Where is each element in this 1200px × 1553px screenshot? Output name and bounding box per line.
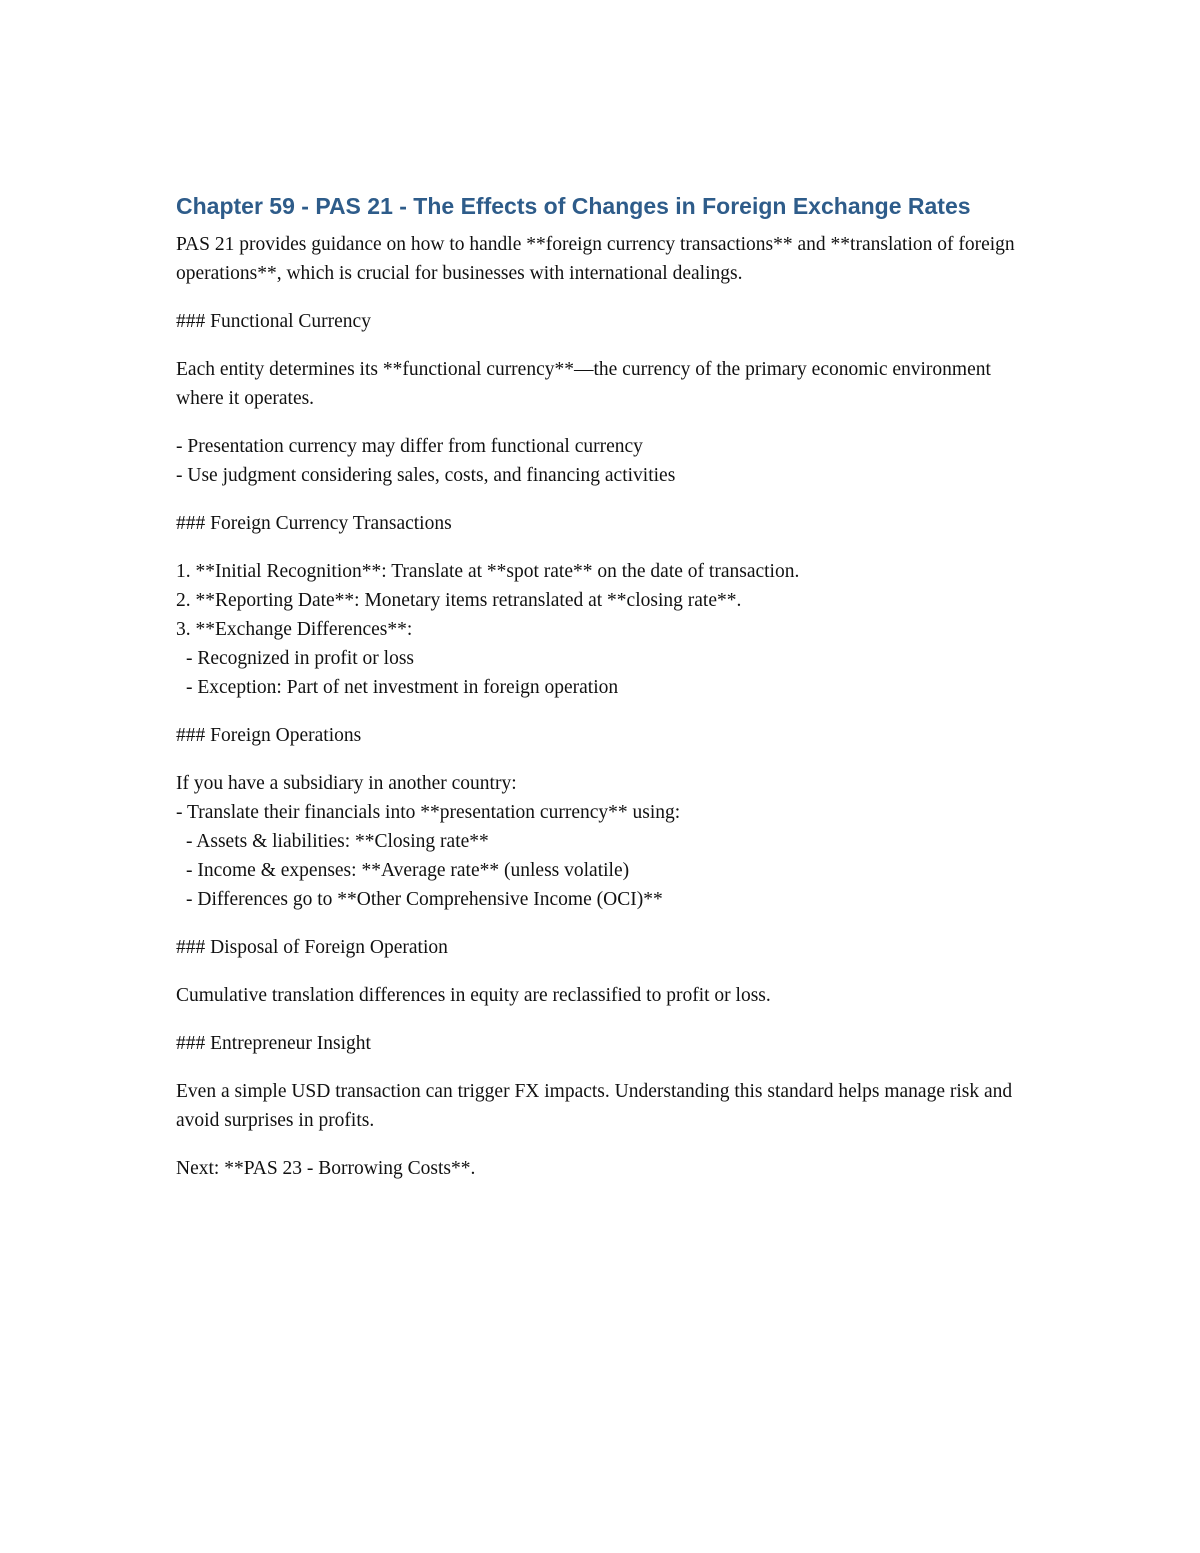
sub-list-item: - Income & expenses: **Average rate** (unless volatile)	[186, 860, 630, 881]
foreign-operations-lead: If you have a subsidiary in another country:	[176, 773, 517, 794]
foreign-operations-list	[176, 769, 1036, 914]
intro-paragraph: PAS 21 provides guidance on how to handle **foreign currency transactions** and **translation of foreign operations**, which is crucial for businesses with international dealings.	[176, 234, 1015, 284]
document-title: Chapter 59 - PAS 21 - The Effects of Changes in Foreign Exchange Rates	[176, 193, 971, 219]
sub-list-item: - Assets & liabilities: **Closing rate**	[186, 831, 489, 852]
insight-paragraph: Even a simple USD transaction can trigger FX impacts. Understanding this standard helps manage risk and avoid surprises in profits.	[176, 1081, 1013, 1131]
sub-list-item: - Recognized in profit or loss	[186, 648, 414, 669]
foreign-currency-transactions-list	[176, 557, 1036, 702]
heading-disposal: ### Disposal of Foreign Operation	[176, 937, 448, 958]
list-item: - Translate their financials into **presentation currency** using:	[176, 802, 681, 823]
heading-entrepreneur-insight: ### Entrepreneur Insight	[176, 1033, 371, 1054]
list-item: - Use judgment considering sales, costs, and financing activities	[176, 465, 676, 486]
heading-functional-currency: ### Functional Currency	[176, 311, 371, 332]
sub-list-item: - Exception: Part of net investment in foreign operation	[186, 677, 619, 698]
heading-foreign-currency-transactions: ### Foreign Currency Transactions	[176, 513, 452, 534]
sub-list-item: - Differences go to **Other Comprehensive Income (OCI)**	[186, 889, 663, 910]
list-item: 3. **Exchange Differences**:	[176, 619, 413, 640]
disposal-paragraph: Cumulative translation differences in equity are reclassified to profit or loss.	[176, 985, 771, 1006]
list-item: - Presentation currency may differ from functional currency	[176, 436, 643, 457]
list-item: 1. **Initial Recognition**: Translate at **spot rate** on the date of transaction.	[176, 561, 800, 582]
heading-foreign-operations: ### Foreign Operations	[176, 725, 362, 746]
next-chapter-note: Next: **PAS 23 - Borrowing Costs**.	[176, 1158, 476, 1179]
functional-currency-paragraph: Each entity determines its **functional currency**—the currency of the primary economic environment where it operates.	[176, 359, 991, 409]
list-item: 2. **Reporting Date**: Monetary items retranslated at **closing rate**.	[176, 590, 742, 611]
functional-currency-list	[176, 432, 1036, 490]
document-page	[176, 190, 1036, 1202]
